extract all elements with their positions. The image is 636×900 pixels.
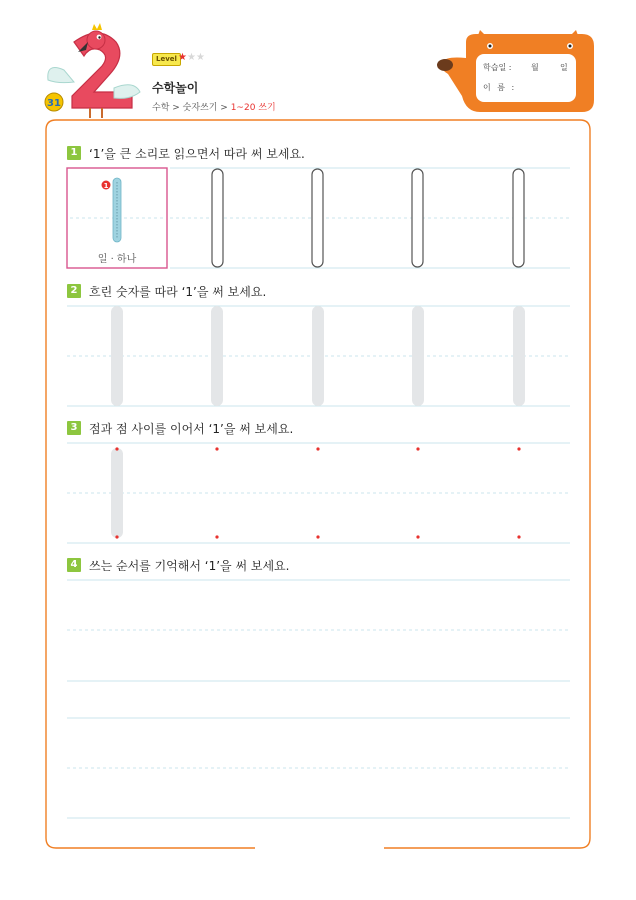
section-3-guide-lines <box>67 443 570 543</box>
end-dot <box>416 535 419 538</box>
outline-one <box>513 169 524 267</box>
breadcrumb-path: 수학 > 숫자쓰기 > <box>152 103 231 113</box>
section-4-guide-lines <box>67 580 570 818</box>
section-3-instruction: 점과 점 사이를 이어서 ‘1’을 써 보세요. <box>89 421 294 436</box>
star-empty-icon: ★ <box>195 52 205 63</box>
outline-one <box>412 169 423 267</box>
section-2-instruction: 흐린 숫자를 따라 ‘1’을 써 보세요. <box>89 284 267 299</box>
section-2-faint-numerals <box>111 306 525 406</box>
outline-one <box>312 169 323 267</box>
stroke-order-number: 1 <box>103 182 109 190</box>
faint-one <box>513 306 525 406</box>
faint-one <box>211 306 223 406</box>
section-1-guide-lines <box>170 168 570 268</box>
faint-one <box>412 306 424 406</box>
end-dot <box>517 535 520 538</box>
study-month-label: 월 <box>531 63 539 72</box>
section-1-number: 1 <box>67 146 81 160</box>
end-dot <box>115 535 118 538</box>
section-2-number: 2 <box>67 284 81 298</box>
end-dot <box>215 535 218 538</box>
study-day-label: 일 <box>560 63 568 72</box>
section-4-number: 4 <box>67 558 81 572</box>
section-4-instruction: 쓰는 순서를 기억해서 ‘1’을 써 보세요. <box>89 558 290 573</box>
faint-one <box>312 306 324 406</box>
study-date-label: 학습일 : <box>483 63 512 72</box>
breadcrumb-current: 1~20 쓰기 <box>230 103 276 113</box>
star-empty-icon: ★ <box>186 52 196 63</box>
start-dot <box>115 447 118 450</box>
level-badge: Level <box>152 53 181 66</box>
student-name-label: 이 름 : <box>483 83 515 92</box>
section-3-sample-one <box>111 448 123 538</box>
example-caption: 일 · 하나 <box>97 254 137 265</box>
star-filled-icon: ★ <box>178 52 187 63</box>
outline-one <box>212 169 223 267</box>
start-dot <box>316 447 319 450</box>
section-1-instruction: ‘1’을 큰 소리로 읽으면서 따라 써 보세요. <box>89 146 305 161</box>
faint-one <box>111 306 123 406</box>
start-dot <box>215 447 218 450</box>
section-3-number: 3 <box>67 421 81 435</box>
end-dot <box>316 535 319 538</box>
page-title: 수학놀이 <box>152 81 199 95</box>
start-dot <box>517 447 520 450</box>
mascot-badge-number: 31 <box>47 98 61 109</box>
start-dot <box>416 447 419 450</box>
